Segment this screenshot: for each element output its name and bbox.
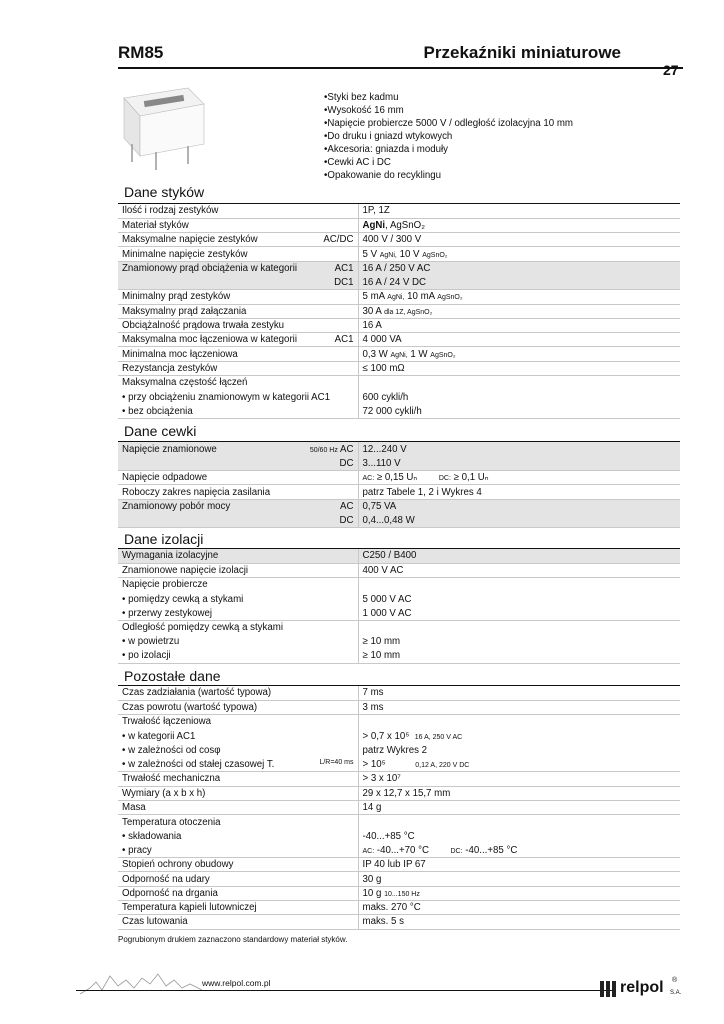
label-qualifier: AC1 [334,263,354,275]
table-row [118,872,680,886]
value-text: 0,3 W [362,348,388,360]
row-label [118,233,358,247]
relpol-logo [598,978,688,1002]
label-text: Maksymalna moc łączeniowa w kategorii [122,334,297,346]
row-label: • przerwy zestykowej [118,606,358,620]
other-table [118,686,680,930]
table-row [118,275,680,289]
value-note: AC: [362,847,375,855]
table-row [118,815,680,829]
value-note: AC: [362,475,375,483]
value-note: AgNi, [387,294,405,302]
row-value [358,843,680,857]
table-row [118,361,680,375]
row-value: 29 x 12,7 x 15,7 mm [358,786,680,800]
insulation-table [118,549,680,664]
table-row [118,204,680,218]
table-row [118,592,680,606]
table-row [118,772,680,786]
table-row [118,620,680,634]
row-label: Roboczy zakres napięcia zasilania [118,485,358,499]
row-value: 3...110 V [358,456,680,470]
value-note: dla 1Z, AgSnO₂ [384,308,433,316]
section-title-contacts: Dane styków [124,184,205,200]
row-value: IP 40 lub IP 67 [358,858,680,872]
row-value: 16 A [358,318,680,332]
table-row [118,456,680,470]
row-label: Trwałość mechaniczna [118,772,358,786]
value-note: DC: [450,847,463,855]
value-note: AgNi, [390,351,408,359]
value-text: -40...+70 °C [376,844,429,856]
row-label: Temperatura kąpieli lutowniczej [118,900,358,914]
row-label [118,275,358,289]
value-text: ≥ 0,1 Uₙ [453,472,489,484]
row-value: 600 cykli/h [362,391,409,403]
row-value: patrz Tabele 1, 2 i Wykres 4 [358,485,680,499]
value-text: 10 V [399,248,420,260]
value-note: AgSnO₂ [430,351,456,359]
table-row [118,843,680,857]
row-value [358,290,680,304]
label-text: • w zależności od stałej czasowej T. [122,758,275,770]
table-row [118,800,680,814]
label-unit: AC [340,443,354,455]
table-row [118,786,680,800]
value-text: 5 mA [362,291,385,303]
row-label: • po izolacji [118,649,358,663]
table-row [118,715,680,729]
value-text: 5 V [362,248,378,260]
footnote: Pogrubionym drukiem zaznaczono standardowy materiał styków. [118,935,348,944]
row-value [358,815,680,829]
row-label: Napięcie odpadowe [118,471,358,485]
section-title-coil: Dane cewki [124,423,197,439]
table-row [118,261,680,275]
value-note: AgNi, [379,251,397,259]
label-qualifier: DC [339,457,354,469]
row-label: Odległość pomiędzy cewką a stykami [118,620,358,634]
row-label: Rezystancja zestyków [118,361,358,375]
row-label [118,456,358,470]
table-row [118,578,680,592]
table-row [118,743,680,757]
row-value [358,376,680,390]
list-item: • Styki bez kadmu [324,91,573,104]
value-note: 16 A, 250 V AC [414,733,463,741]
table-row [118,347,680,361]
label-text: Znamionowy pobór mocy [122,501,231,513]
label-text: Napięcie znamionowe [122,443,217,455]
row-value: 3 ms [358,700,680,714]
row-value: ≤ 100 mΩ [358,361,680,375]
row-label: Czas powrotu (wartość typowa) [118,700,358,714]
row-value [358,347,680,361]
row-label [118,513,358,527]
row-label: Temperatura otoczenia [118,815,358,829]
row-label: Trwałość łączeniowa [118,715,358,729]
row-value: 400 V / 300 V [358,233,680,247]
list-item: • Opakowanie do recyklingu [324,169,573,182]
row-label [118,261,358,275]
value-text: , AgSnO₂ [385,219,425,231]
table-row [118,563,680,577]
row-label: • pomiędzy cewką a stykami [118,592,358,606]
page-number: 27 [663,62,679,78]
row-label: Wymiary (a x b x h) [118,786,358,800]
value-text: > 10⁵ [362,758,386,770]
value-text: 1 W [410,348,428,360]
footer-rule [76,990,613,991]
footer-url[interactable]: www.relpol.com.pl [202,978,271,988]
table-row [118,333,680,347]
label-text: Maksymalne napięcie zestyków [122,234,258,246]
value-text: -40...+85 °C [465,844,518,856]
row-label: Znamionowe napięcie izolacji [118,563,358,577]
row-value: 30 g [358,872,680,886]
row-label: Czas zadziałania (wartość typowa) [118,686,358,700]
section-title-other: Pozostałe dane [124,668,221,684]
table-row [118,757,680,771]
row-value: 1P, 1Z [358,204,680,218]
row-label: Maksymalna częstość łączeń [118,376,358,390]
label-qualifier: AC1 [334,334,354,346]
row-label: Odporność na udary [118,872,358,886]
label-qualifier [310,444,354,455]
row-value: C250 / B400 [358,549,680,563]
logo-mark-icon [598,978,620,1000]
row-label: Czas lutowania [118,915,358,929]
row-label: • w zależności od cosφ [118,743,358,757]
table-row [118,729,680,743]
table-row [118,442,680,456]
label-note: L/R=40 ms [319,758,354,766]
list-item: • Do druku i gniazd wtykowych [324,130,573,143]
logo-sa: S.A. [670,990,682,996]
row-value [358,886,680,900]
row-label: • bez obciążenia [118,404,358,418]
row-label [118,499,358,513]
row-value: 12...240 V [358,442,680,456]
table-row [118,549,680,563]
row-label: Minimalny prąd zestyków [118,290,358,304]
row-label: Odporność na drgania [118,886,358,900]
table-row [118,218,680,232]
header-rule [118,67,683,69]
label-qualifier: AC [340,501,354,513]
row-value: 16 A / 250 V AC [358,261,680,275]
row-label: Obciążalność prądowa trwała zestyku [118,318,358,332]
row-value [358,757,680,771]
row-label [118,757,358,771]
row-value: 0,4...0,48 W [358,513,680,527]
table-row [118,318,680,332]
row-label: • w kategorii AC1 [118,729,358,743]
row-value [358,715,680,729]
label-qualifier: AC/DC [323,234,354,246]
table-row [118,700,680,714]
logo-registered: ® [672,977,678,984]
table-row [118,649,680,663]
value-text: ≥ 0,15 Uₙ [376,472,418,484]
row-label: • pracy [118,843,358,857]
label-text: Znamionowy prąd obciążenia w kategorii [122,263,298,275]
row-value [358,729,680,743]
row-label: Maksymalny prąd załączania [118,304,358,318]
row-value: ≥ 10 mm [362,636,401,648]
row-value: -40...+85 °C [362,830,415,842]
table-row [118,900,680,914]
row-label: Minimalne napięcie zestyków [118,247,358,261]
row-label: Wymagania izolacyjne [118,549,358,563]
row-label: • w powietrzu [118,635,358,649]
list-item: • Napięcie probiercze 5000 V / odległość izolacyjna 10 mm [324,117,573,130]
row-value [358,247,680,261]
table-row [118,829,680,843]
table-row [118,499,680,513]
row-value [358,578,680,592]
row-value: 0,75 VA [358,499,680,513]
table-row [118,513,680,527]
value-note: AgSnO₂ [437,294,463,302]
row-value: maks. 270 °C [358,900,680,914]
row-label: Napięcie probiercze [118,578,358,592]
list-item: • Akcesoria: gniazda i moduły [324,143,573,156]
logo-text: relpol [620,979,664,996]
row-label [118,333,358,347]
contacts-table [118,204,680,419]
table-row [118,290,680,304]
row-value: 400 V AC [358,563,680,577]
value-note: DC: [438,475,451,483]
row-value [358,620,680,634]
row-value: 1 000 V AC [358,606,680,620]
table-row [118,471,680,485]
row-value [358,471,680,485]
row-label [118,442,358,456]
label-qualifier: DC [339,514,354,526]
relay-product-image [116,86,206,172]
label-qualifier: DC1 [334,276,354,288]
row-value: > 3 x 10⁷ [358,772,680,786]
table-row [118,390,680,404]
row-value: maks. 5 s [358,915,680,929]
row-value: 5 000 V AC [362,593,412,605]
feature-list [324,91,573,182]
table-row [118,858,680,872]
section-title-insulation: Dane izolacji [124,531,204,547]
product-code: RM85 [118,43,164,62]
table-row [118,915,680,929]
table-row [118,404,680,418]
table-row [118,635,680,649]
value-bold: AgNi [362,219,386,231]
value-note: 10...150 Hz [384,890,420,898]
row-label: Minimalna moc łączeniowa [118,347,358,361]
table-row [118,233,680,247]
value-text: 10 mA [407,291,435,303]
row-label: Masa [118,800,358,814]
row-label: • składowania [118,829,358,843]
table-row [118,886,680,900]
list-item: • Cewki AC i DC [324,156,573,169]
row-value [358,218,680,232]
row-label: • przy obciążeniu znamionowym w kategorii AC1 [118,390,358,404]
table-row [118,304,680,318]
row-value [358,304,680,318]
value-note: 0,12 A, 220 V DC [415,761,470,769]
row-value: 16 A / 24 V DC [358,275,680,289]
row-value: 14 g [358,800,680,814]
value-text: 30 A [362,305,382,317]
row-label: Stopień ochrony obudowy [118,858,358,872]
row-label: Materiał styków [118,218,358,232]
mountains-icon [80,968,202,996]
row-value: 4 000 VA [358,333,680,347]
row-label: Ilość i rodzaj zestyków [118,204,358,218]
value-text: > 0,7 x 10⁵ [362,730,410,742]
table-row [118,686,680,700]
table-row [118,247,680,261]
coil-table [118,442,680,528]
list-item: • Wysokość 16 mm [324,104,573,117]
label-note: 50/60 Hz [309,446,338,454]
page-title: Przekaźniki miniaturowe [423,43,621,62]
row-value: patrz Wykres 2 [362,744,428,756]
value-text: 10 g [362,887,382,899]
value-note: AgSnO₂ [422,251,448,259]
table-row [118,485,680,499]
row-value: ≥ 10 mm [358,649,680,663]
row-value: 72 000 cykli/h [358,404,680,418]
table-row [118,376,680,390]
row-value: 7 ms [358,686,680,700]
table-row [118,606,680,620]
